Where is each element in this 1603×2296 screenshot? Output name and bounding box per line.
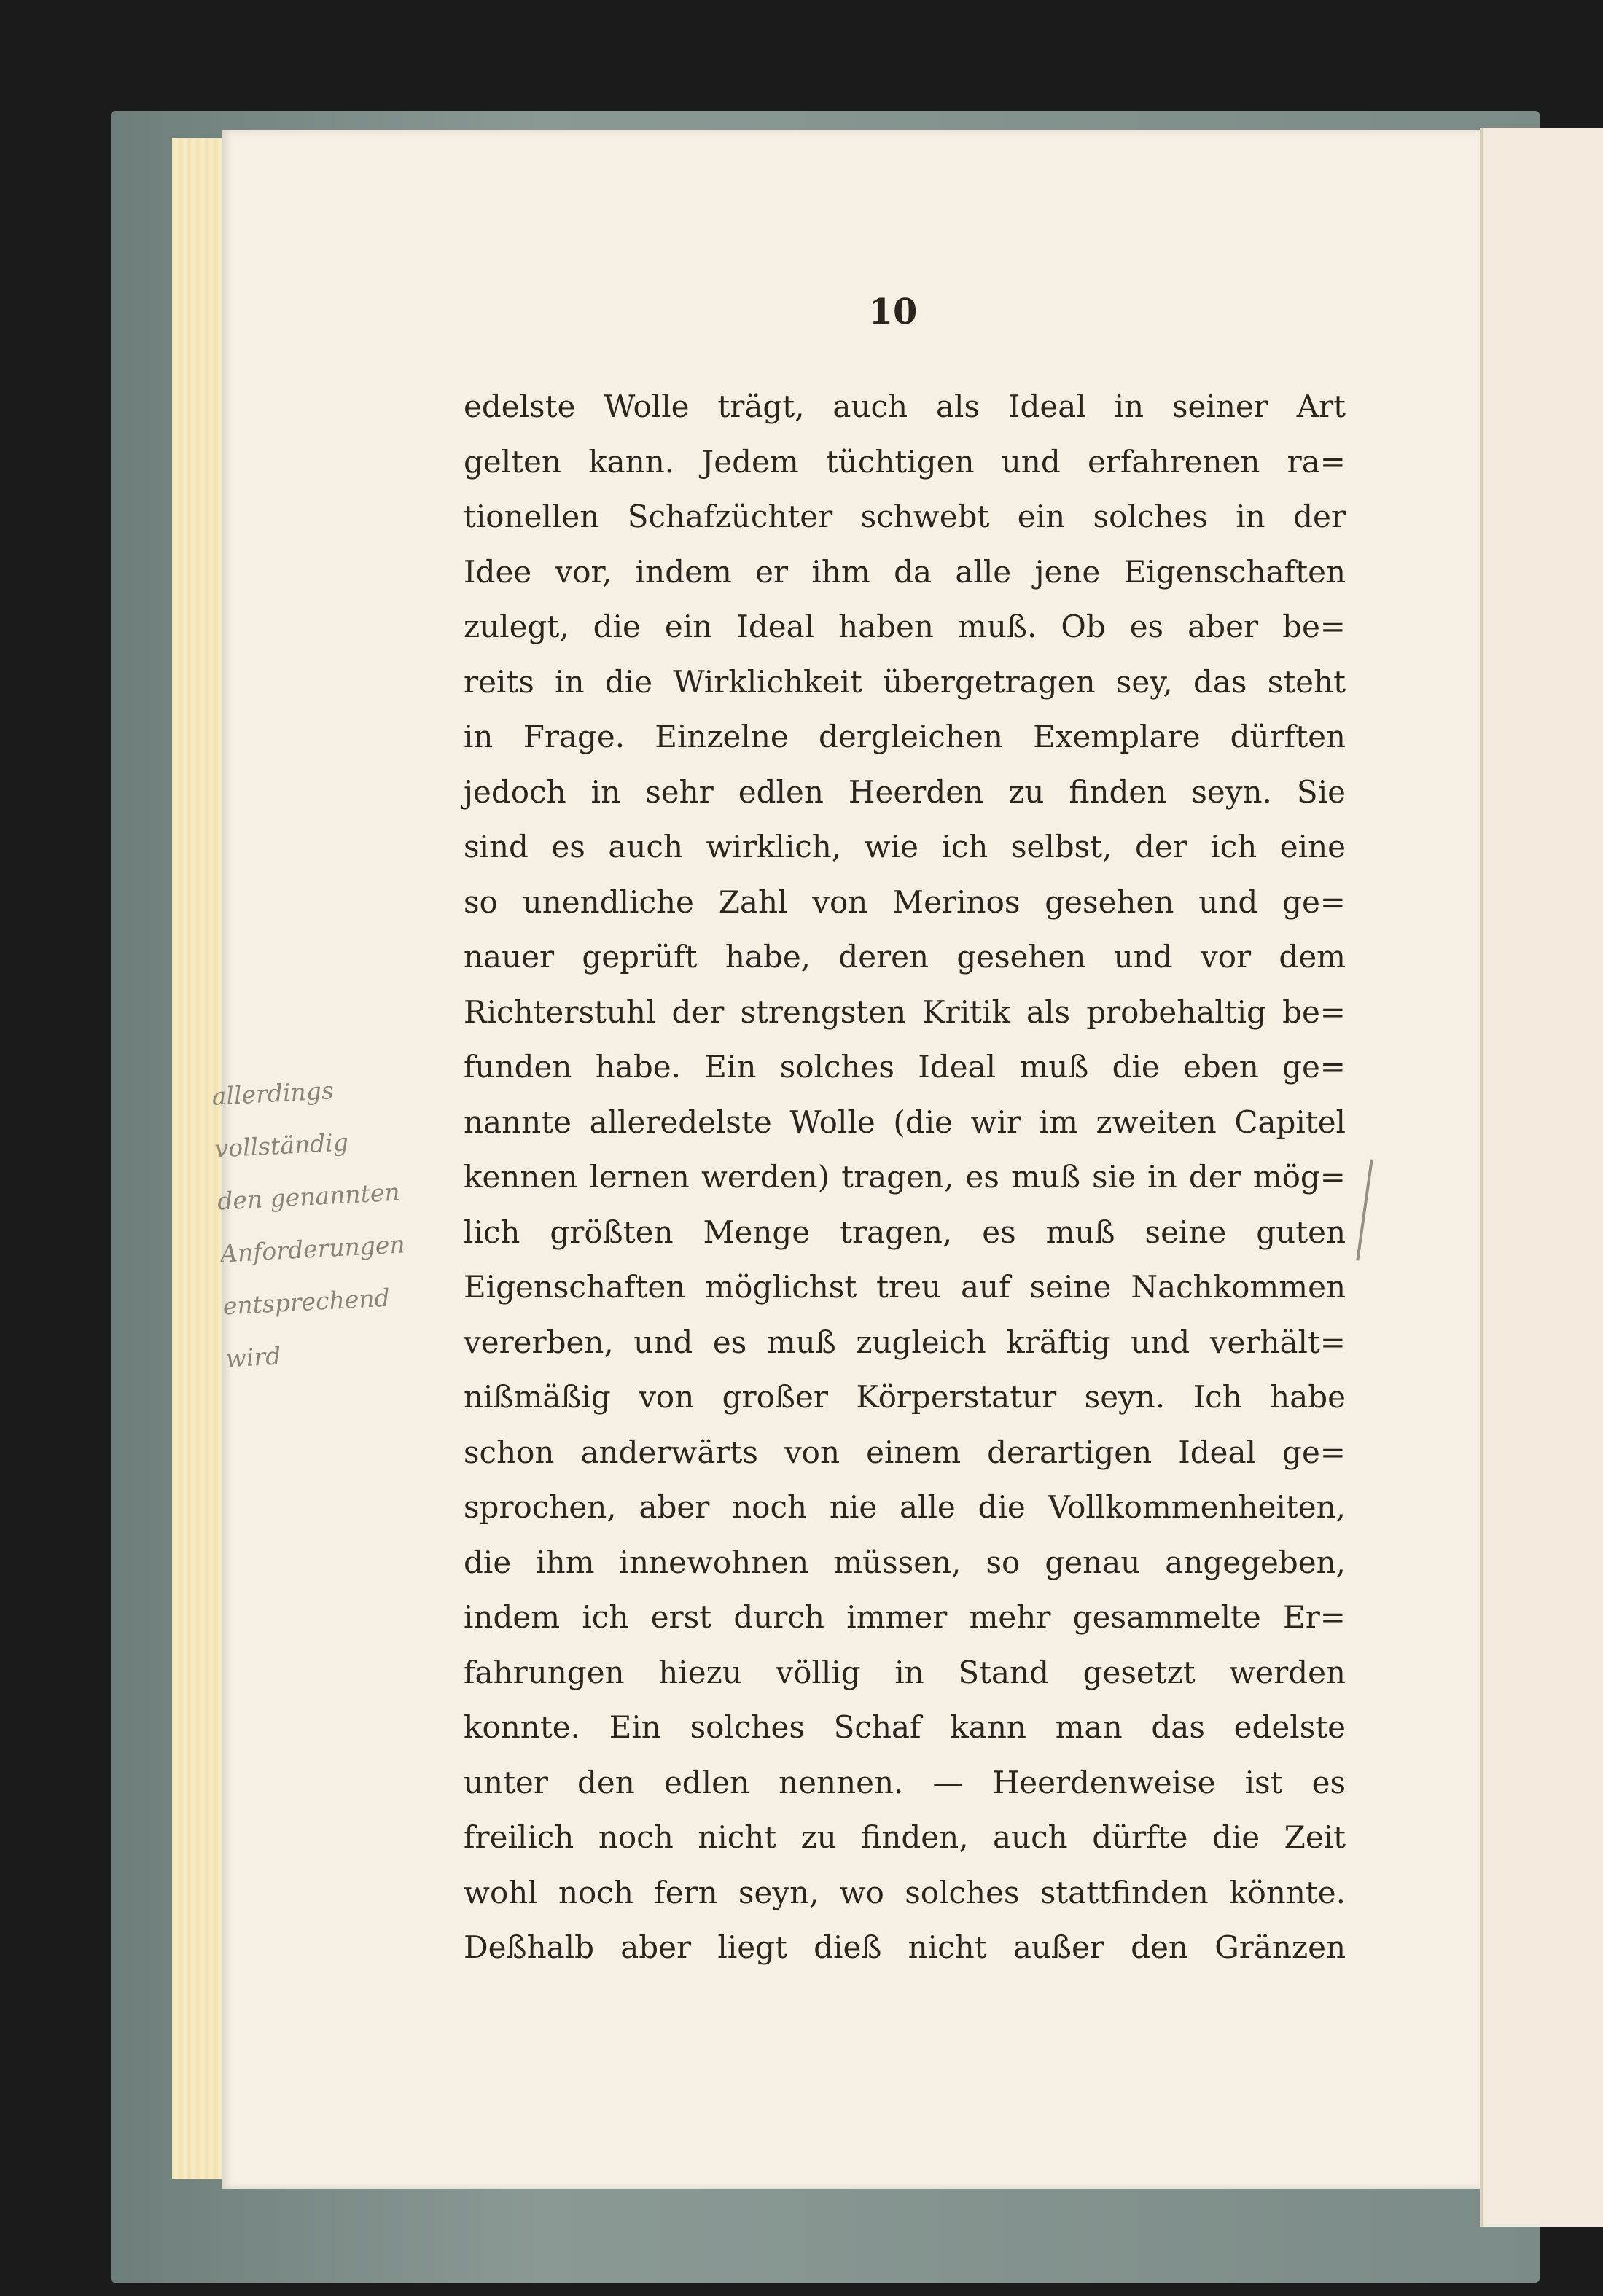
handwritten-margin-note (211, 1058, 467, 1386)
text-line: wohl noch fern seyn, wo solches stattfinden könnte. (464, 1874, 1346, 1910)
text-line: zulegt, die ein Ideal haben muß. Ob es aber be= (464, 609, 1346, 644)
text-line: schon anderwärts von einem derartigen Ideal ge= (464, 1434, 1346, 1470)
text-line: sprochen, aber noch nie alle die Vollkommenheiten, (464, 1489, 1346, 1525)
text-line: nißmäßig von großer Körperstatur seyn. Ich habe (464, 1379, 1346, 1415)
text-line: Eigenschaften möglichst treu auf seine Nachkommen (464, 1269, 1346, 1305)
text-line: fahrungen hiezu völlig in Stand gesetzt werden (464, 1654, 1346, 1690)
text-line: Richterstuhl der strengsten Kritik als probehaltig be= (464, 993, 1346, 1030)
text-line: gelten kann. Jedem tüchtigen und erfahrenen ra= (464, 443, 1346, 480)
text-line: nauer geprüft habe, deren gesehen und vor dem (464, 939, 1346, 975)
text-line: nannte alleredelste Wolle (die wir im zweiten Capitel (464, 1104, 1346, 1140)
text-line: kennen lernen werden) tragen, es muß sie in der mög= (464, 1159, 1346, 1195)
text-line: in Frage. Einzelne dergleichen Exemplare dürften (464, 719, 1346, 754)
text-line: freilich noch nicht zu finden, auch dürfte die Zeit (464, 1819, 1346, 1855)
text-line: jedoch in sehr edlen Heerden zu finden seyn. Sie (464, 773, 1346, 810)
text-line: tionellen Schafzüchter schwebt ein solches in der (464, 499, 1346, 534)
margin-note-line: wird (225, 1341, 282, 1373)
text-line: Deßhalb aber liegt dieß nicht außer den Gränzen (464, 1929, 1346, 1965)
text-line: Idee vor, indem er ihm da alle jene Eigenschaften (464, 553, 1346, 590)
page-number: 10 (868, 292, 918, 332)
text-line: indem ich erst durch immer mehr gesammelte Er= (464, 1599, 1346, 1635)
text-line: unter den edlen nennen. — Heerdenweise ist es (464, 1764, 1346, 1800)
text-line: reits in die Wirklichkeit übergetragen sey, das steht (464, 663, 1346, 700)
text-line: vererben, und es muß zugleich kräftig und verhält= (464, 1324, 1346, 1360)
margin-note-line: allerdings (211, 1076, 335, 1111)
margin-note-line: vollständig (214, 1128, 349, 1163)
text-line: so unendliche Zahl von Merinos gesehen und ge= (464, 883, 1346, 920)
text-line: sind es auch wirklich, wie ich selbst, der ich eine (464, 829, 1346, 864)
text-line: konnte. Ein solches Schaf kann man das edelste (464, 1709, 1346, 1745)
text-line: lich größten Menge tragen, es muß seine guten (464, 1214, 1346, 1250)
margin-note-line: Anforderungen (219, 1230, 406, 1268)
facing-page-edge (1480, 128, 1603, 2227)
margin-note-line: den genannten (217, 1177, 401, 1216)
margin-note-line: entsprechend (222, 1283, 391, 1321)
text-line: funden habe. Ein solches Ideal muß die eben ge= (464, 1049, 1346, 1085)
text-line: die ihm innewohnen müssen, so genau angegeben, (464, 1544, 1346, 1580)
page-body-text (464, 379, 1346, 1975)
text-line: edelste Wolle trägt, auch als Ideal in seiner Art (464, 388, 1346, 424)
